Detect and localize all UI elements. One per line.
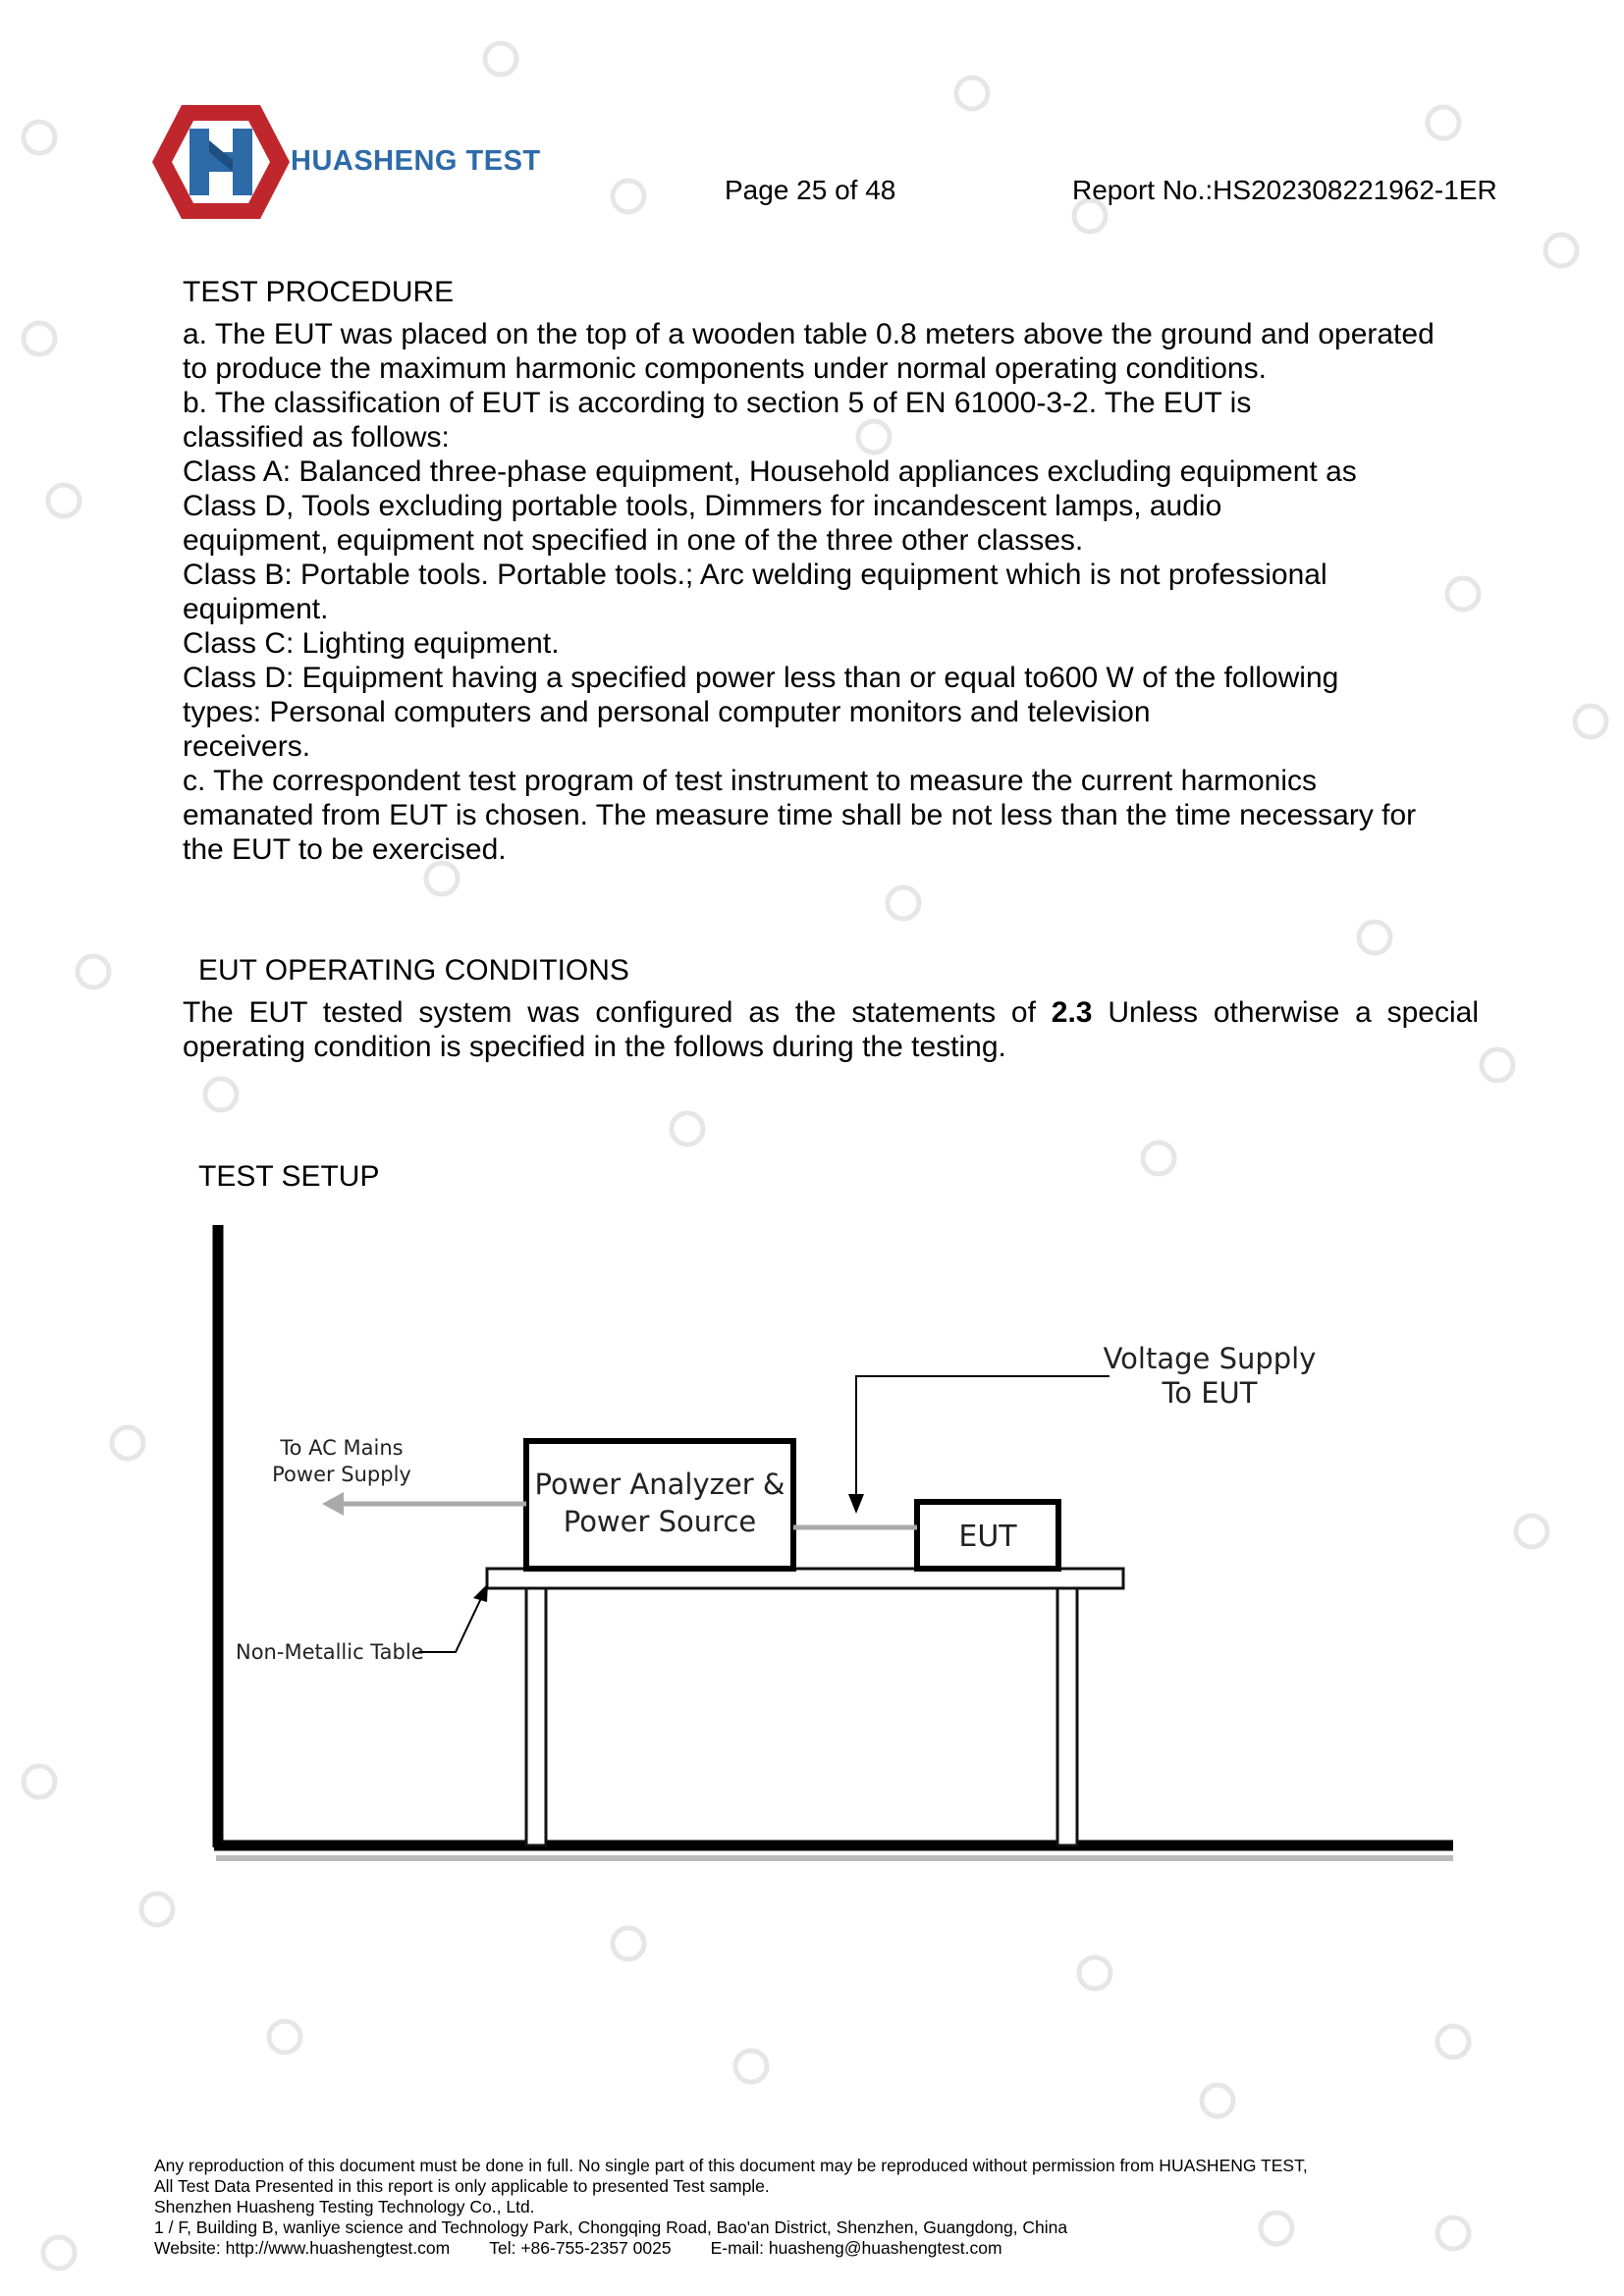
footer-contact: [154, 2238, 1308, 2259]
procedure-line: Class D, Tools excluding portable tools, Dimmers for incandescent lamps, audio: [183, 490, 1222, 522]
footer-website: Website: http://www.huashengtest.com: [154, 2238, 451, 2258]
page-number: Page 25 of 48: [725, 175, 896, 205]
voltage-supply-arrow: [856, 1376, 1110, 1502]
eut-label: EUT: [958, 1520, 1017, 1554]
procedure-line: Class C: Lighting equipment.: [183, 627, 560, 660]
procedure-line: Class A: Balanced three-phase equipment, Household appliances excluding equipment as: [183, 455, 1357, 488]
test-setup-diagram: [196, 1207, 1473, 1895]
table-label: Non-Metallic Table: [236, 1640, 424, 1664]
voltage-supply-label-line1: Voltage Supply: [1103, 1342, 1317, 1375]
table-callout-line: [418, 1594, 483, 1652]
brand-name: HUASHENG TEST: [291, 145, 541, 177]
procedure-line: classified as follows:: [183, 421, 450, 454]
huasheng-logo: [152, 103, 290, 221]
eut-operating-text-start: The EUT tested system was configured as the statements of: [183, 996, 1052, 1029]
procedure-line: Class D: Equipment having a specified power less than or equal to600 W of the following: [183, 662, 1339, 694]
power-analyzer-label-line2: Power Source: [563, 1505, 757, 1538]
footer-email: E-mail: huasheng@huashengtest.com: [710, 2238, 1002, 2258]
procedure-line: b. The classification of EUT is according to section 5 of EN 61000-3-2. The EUT is: [183, 387, 1252, 419]
test-procedure-heading: TEST PROCEDURE: [183, 276, 455, 308]
footer-address: 1 / F, Building B, wanliye science and Technology Park, Chongqing Road, Bao'an District, Shenzhen, Guangdong, China: [154, 2217, 1068, 2237]
procedure-line: the EUT to be exercised.: [183, 833, 507, 866]
procedure-line: equipment, equipment not specified in one of the three other classes.: [183, 524, 1084, 557]
ac-mains-arrowhead: [322, 1492, 344, 1516]
ac-mains-label-line1: To AC Mains: [280, 1436, 404, 1460]
footer-disclaimer: Any reproduction of this document must be done in full. No single part of this document may be reproduced without permission from HUASHENG TEST,: [154, 2156, 1308, 2175]
procedure-line: a. The EUT was placed on the top of a wooden table 0.8 meters above the ground and operated: [183, 318, 1435, 350]
test-setup-heading: TEST SETUP: [198, 1160, 380, 1193]
section-reference: 2.3: [1051, 996, 1093, 1029]
power-analyzer-label-line1: Power Analyzer &: [534, 1468, 785, 1501]
footer-applicability: All Test Data Presented in this report is only applicable to presented Test sample.: [154, 2176, 770, 2196]
eut-operating-heading: EUT OPERATING CONDITIONS: [198, 954, 629, 987]
report-number: Report No.:HS202308221962-1ER: [1072, 175, 1497, 205]
eut-operating-text: [183, 995, 1479, 1064]
voltage-supply-label-line2: To EUT: [1162, 1376, 1258, 1410]
procedure-line: receivers.: [183, 730, 311, 763]
voltage-supply-arrowhead: [848, 1494, 864, 1514]
procedure-line: types: Personal computers and personal computer monitors and television: [183, 696, 1151, 728]
footer: [154, 2156, 1308, 2259]
table-leg-right: [1057, 1588, 1077, 1845]
procedure-line: c. The correspondent test program of test instrument to measure the current harmonics: [183, 765, 1317, 797]
footer-company: Shenzhen Huasheng Testing Technology Co., Ltd.: [154, 2197, 535, 2216]
footer-phone: Tel: +86-755-2357 0025: [489, 2238, 672, 2258]
table-leg-left: [526, 1588, 546, 1845]
procedure-line: emanated from EUT is chosen. The measure time shall be not less than the time necessary for: [183, 799, 1417, 831]
eut-operating-text-end: Unless otherwise a special operating condition is specified in the follows during the testing.: [183, 996, 1479, 1063]
table-callout-arrowhead: [473, 1583, 488, 1602]
test-procedure-text: [183, 317, 1479, 867]
procedure-line: Class B: Portable tools. Portable tools.; Arc welding equipment which is not professional: [183, 559, 1327, 591]
procedure-line: to produce the maximum harmonic components under normal operating conditions.: [183, 352, 1267, 385]
procedure-line: equipment.: [183, 593, 329, 625]
ac-mains-label-line2: Power Supply: [272, 1463, 411, 1486]
